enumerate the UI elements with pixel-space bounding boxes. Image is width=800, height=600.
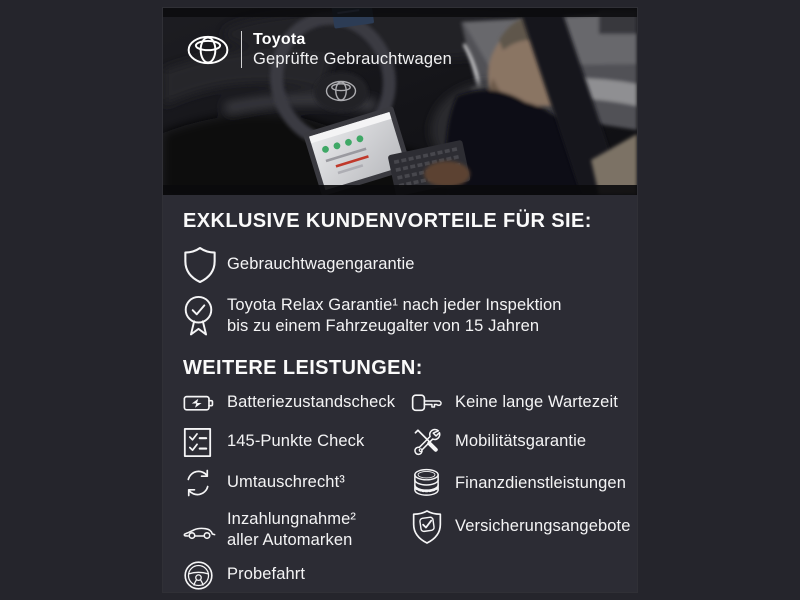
list-item-145-punkte-check: [183, 426, 411, 458]
medal-check-icon: [183, 294, 227, 339]
steering-wheel-icon: [183, 560, 227, 591]
benefit-label: Toyota Relax Garantie¹ nach jeder Inspektion: [227, 295, 562, 314]
list-item-versicherungsangebote: [411, 509, 630, 545]
services-column-left: [183, 389, 411, 600]
service-label: Mobilitätsgarantie: [455, 432, 587, 451]
service-label: Probefahrt: [227, 565, 306, 584]
service-label: Finanzdienstleistungen: [455, 473, 626, 492]
services-grid: [183, 389, 631, 600]
service-label: Keine lange Wartezeit: [455, 393, 618, 412]
checklist-icon: [183, 427, 227, 458]
service-label: Batteriezustandscheck: [227, 393, 396, 412]
list-item-keine-lange-wartezeit: [411, 389, 630, 417]
shield-check-icon: [411, 509, 455, 545]
list-item-finanzdienstleistungen: [411, 467, 630, 500]
content-card: [163, 8, 637, 592]
hero-banner: [163, 8, 637, 195]
list-item-mobilitaetsgarantie: [411, 426, 630, 458]
benefit-label-2: bis zu einem Fahrzeugalter von 15 Jahren: [227, 317, 540, 335]
battery-icon: [183, 391, 227, 415]
service-label: Versicherungsangebote: [455, 517, 631, 536]
brand-lockup: [187, 30, 452, 69]
content-area: [163, 195, 637, 600]
brand-divider: [241, 31, 242, 68]
service-label-2: aller Automarken: [227, 531, 353, 549]
service-label: 145-Punkte Check: [227, 432, 365, 451]
refresh-icon: [183, 468, 227, 498]
list-item-relax-garantie: [183, 292, 619, 340]
brand-text: [253, 30, 452, 69]
list-item-inzahlungnahme: [183, 508, 411, 552]
car-icon: [183, 520, 227, 541]
key-icon: [411, 392, 455, 414]
brand-subtitle: Geprüfte Gebrauchtwagen: [253, 50, 453, 68]
benefits-title: EXKLUSIVE KUNDENVORTEILE FÜR SIE:: [183, 210, 592, 232]
services-title: WEITERE LEISTUNGEN:: [183, 357, 423, 379]
list-item-gebrauchtwagengarantie: [183, 244, 619, 286]
benefit-label: Gebrauchtwagengarantie: [227, 255, 415, 274]
tools-icon: [411, 426, 455, 458]
service-label: Inzahlungnahme²: [227, 509, 357, 528]
shield-icon: [183, 246, 227, 284]
service-label: Umtauschrecht³: [227, 473, 345, 492]
coins-icon: [411, 467, 455, 500]
list-item-batteriezustandscheck: [183, 389, 411, 417]
list-item-umtauschrecht: [183, 467, 411, 499]
toyota-logo-icon: [187, 35, 229, 65]
list-item-probefahrt: [183, 559, 411, 591]
services-column-right: [411, 389, 630, 554]
brand-name: Toyota: [253, 31, 306, 48]
